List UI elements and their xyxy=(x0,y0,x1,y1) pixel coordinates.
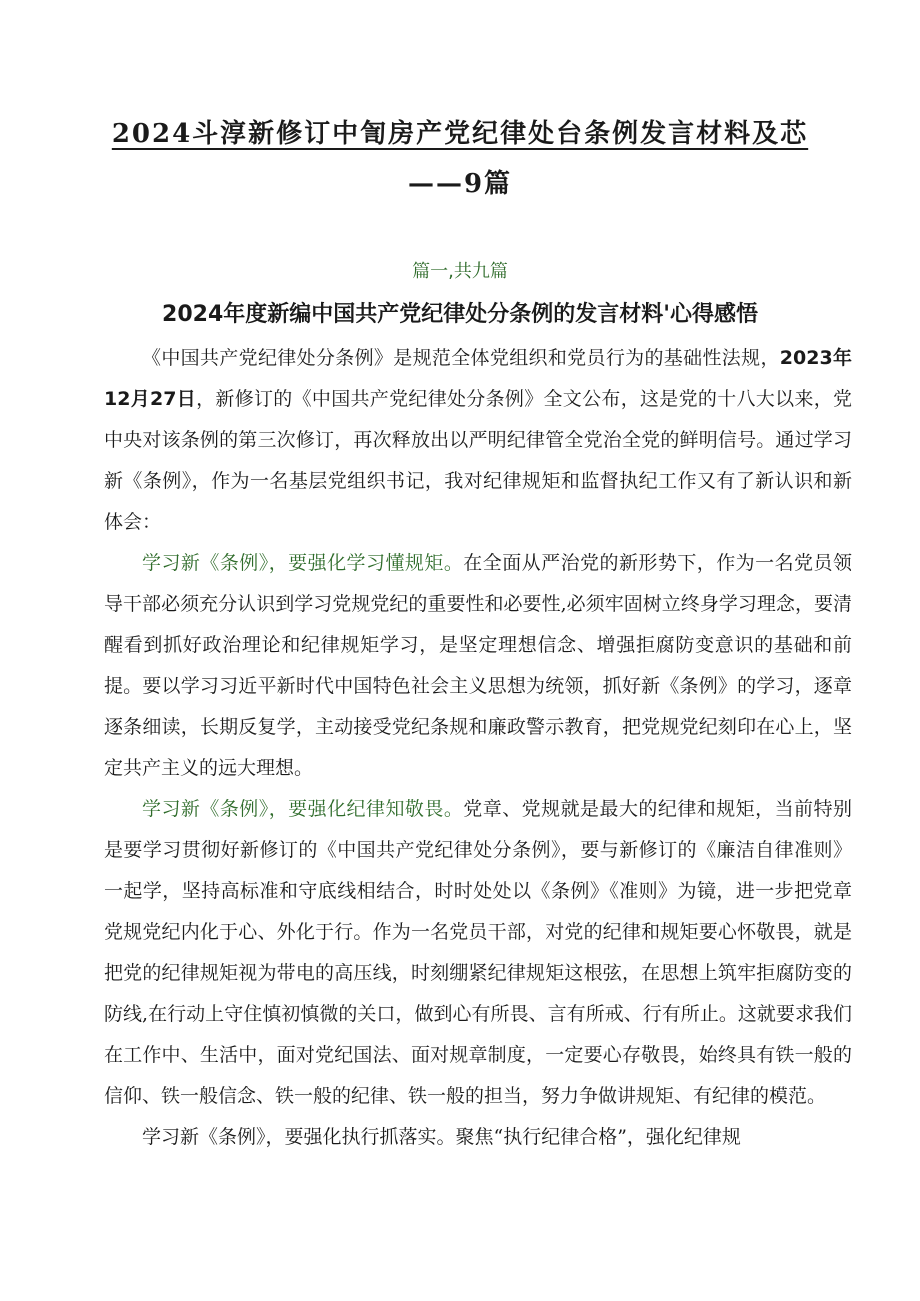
document-body xyxy=(104,338,852,1158)
paragraph-1-date: 2023年12月27日 xyxy=(104,347,852,410)
document-title-line2: ——9篇 xyxy=(407,169,513,199)
paragraph-3-text: 党章、党规就是最大的纪律和规矩，当前特别是要学习贯彻好新修订的《中国共产党纪律处分条例》，要与新修订的《廉洁自律准则》一起学，坚持高标准和守底线相结合，时时处处以《条例》《准则》为镜，进一步把党章党规党纪内化于心、外化于行。作为一名党员干部，对党的纪律和规矩要心怀敬畏，就是把党的纪律规矩视为带电的高压线，时刻绷紧纪律规矩这根弦，在思想上筑牢拒腐防变的防线,在行动上守住慎初慎微的关口，做到心有所畏、言有所戒、行有所止。这就要求我们在工作中、生活中，面对党纪国法、面对规章制度，一定要心存敬畏，始终具有铁一般的信仰、铁一般信念、铁一般的纪律、铁一般的担当，努力争做讲规矩、有纪律的模范。 xyxy=(104,798,852,1107)
section-label: 篇一,共九篇 xyxy=(412,261,508,282)
paragraph-2-lead: 学习新《条例》，要强化学习懂规矩。 xyxy=(142,552,464,574)
paragraph-4 xyxy=(104,1117,852,1158)
paragraph-1 xyxy=(104,338,852,543)
paragraph-1-text-b: ，新修订的《中国共产党纪律处分条例》全文公布，这是党的十八大以来，党中央对该条例的第三次修订，再次释放出以严明纪律管全党治全党的鲜明信号。通过学习新《条例》，作为一名基层党组织书记，我对纪律规矩和监督执纪工作又有了新认识和新体会： xyxy=(104,388,852,533)
document-subtitle: 2024年度新编中国共产党纪律处分条例的发言材料'心得感悟 xyxy=(162,302,758,327)
paragraph-4-text: 学习新《条例》，要强化执行抓落实。聚焦“执行纪律合格”，强化纪律规 xyxy=(142,1126,741,1148)
paragraph-3 xyxy=(104,789,852,1117)
paragraph-2 xyxy=(104,543,852,789)
paragraph-1-text-a: 《中国共产党纪律处分条例》是规范全体党组织和党员行为的基础性法规， xyxy=(142,347,780,369)
paragraph-3-lead: 学习新《条例》，要强化纪律知敬畏。 xyxy=(142,798,464,820)
paragraph-2-text: 在全面从严治党的新形势下，作为一名党员领导干部必须充分认识到学习党规党纪的重要性和必要性,必须牢固树立终身学习理念，要清醒看到抓好政治理论和纪律规矩学习，是坚定理想信念、增强拒腐防变意识的基础和前提。要以学习习近平新时代中国特色社会主义思想为统领，抓好新《条例》的学习，逐章逐条细读，长期反复学，主动接受党纪条规和廉政警示教育，把党规党纪刻印在心上，坚定共产主义的远大理想。 xyxy=(104,552,852,779)
document-title-line1: 2024斗淳新修订中訇房产党纪律处台条例发言材料及芯 xyxy=(111,119,809,149)
